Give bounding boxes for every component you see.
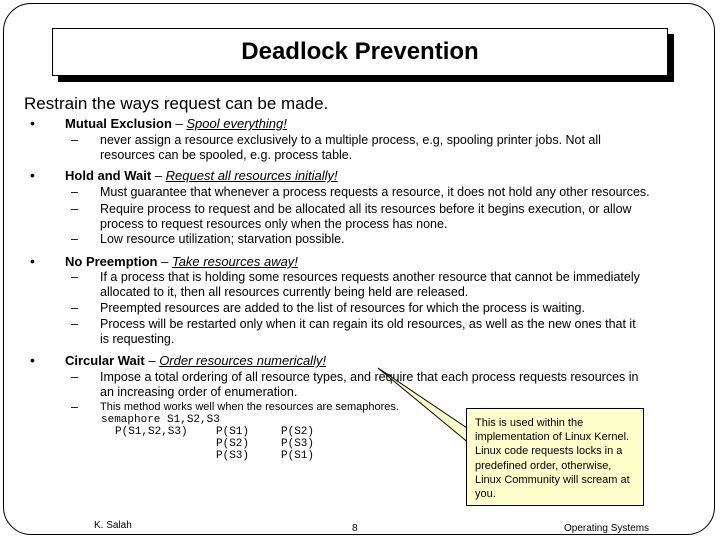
list-item: – Low resource utilization; starvation possible. <box>71 232 345 246</box>
slide-title: Deadlock Prevention <box>241 38 479 65</box>
code-process-2: P(S1) P(S2) P(S3) <box>216 426 250 462</box>
list-item: – Require process to request and be allocated all its resources before it begins execution, or allow process to request resources only when the process has none. <box>71 202 632 231</box>
bullet-dot: • <box>30 352 35 368</box>
bullet-subtitle: Order resources numerically! <box>159 353 327 368</box>
bullet-title: Mutual Exclusion <box>65 116 172 131</box>
footer-page-number: 8 <box>352 523 358 534</box>
item-dash: – <box>71 133 78 147</box>
code-process-1: P(S1,S2,S3) <box>115 426 188 438</box>
bullet-separator: – <box>154 168 163 183</box>
list-item: – Preempted resources are added to the list of resources for which the process is waiting. <box>71 301 585 315</box>
item-dash: – <box>71 370 78 384</box>
item-dash: – <box>71 400 78 414</box>
code-line-semaphore: semaphore S1,S2,S3 <box>101 414 220 426</box>
bullet-subtitle: Take resources away! <box>171 254 298 269</box>
bullet-subtitle: Request all resources initially! <box>165 168 338 183</box>
code-process-3: P(S2) P(S3) P(S1) <box>281 426 315 462</box>
item-dash: – <box>71 270 78 284</box>
bullet-title: Hold and Wait <box>65 168 152 183</box>
bullet-dot: • <box>30 115 35 131</box>
list-item: – never assign a resource exclusively to a multiple process, e.g, spooling printer jobs. Not all resources can be spooled, e.g. process table. <box>71 133 601 162</box>
list-item: – Must guarantee that whenever a process requests a resource, it does not hold any other resources. <box>71 185 650 199</box>
list-item: – If a process that is holding some resources requests another resource that cannot be immediately allocated to it, then all resources currently being held are released. <box>71 270 640 299</box>
bullet-dot: • <box>30 167 35 183</box>
bullet-separator: – <box>175 116 183 131</box>
footer-author: K. Salah <box>94 520 132 531</box>
item-dash: – <box>71 202 78 216</box>
bullet-separator: – <box>161 254 169 269</box>
bullet-dot: • <box>30 253 35 269</box>
item-dash: – <box>71 301 78 315</box>
intro-text: Restrain the ways request can be made. <box>24 94 329 113</box>
bullet-title: No Preemption <box>65 254 158 269</box>
item-dash: – <box>71 232 78 246</box>
bullet-subtitle: Spool everything! <box>186 116 287 131</box>
bullet-title: Circular Wait <box>65 353 145 368</box>
callout-note: This is used within the implementation of Linux Kernel. Linux code requests locks in a predefined order, otherwise, Linux Community will scream at you. <box>466 408 644 506</box>
item-dash: – <box>71 317 78 331</box>
list-item: – Impose a total ordering of all resource types, and require that each process requests resources in an increasing order of enumeration. <box>71 370 639 399</box>
list-item: – Process will be restarted only when it can regain its old resources, as well as the new ones that it is requesting. <box>71 317 636 346</box>
bullet-separator: – <box>148 353 156 368</box>
item-dash: – <box>71 185 78 199</box>
footer-course: Operating Systems <box>564 523 650 534</box>
list-item: – This method works well when the resources are semaphores. <box>71 400 399 414</box>
